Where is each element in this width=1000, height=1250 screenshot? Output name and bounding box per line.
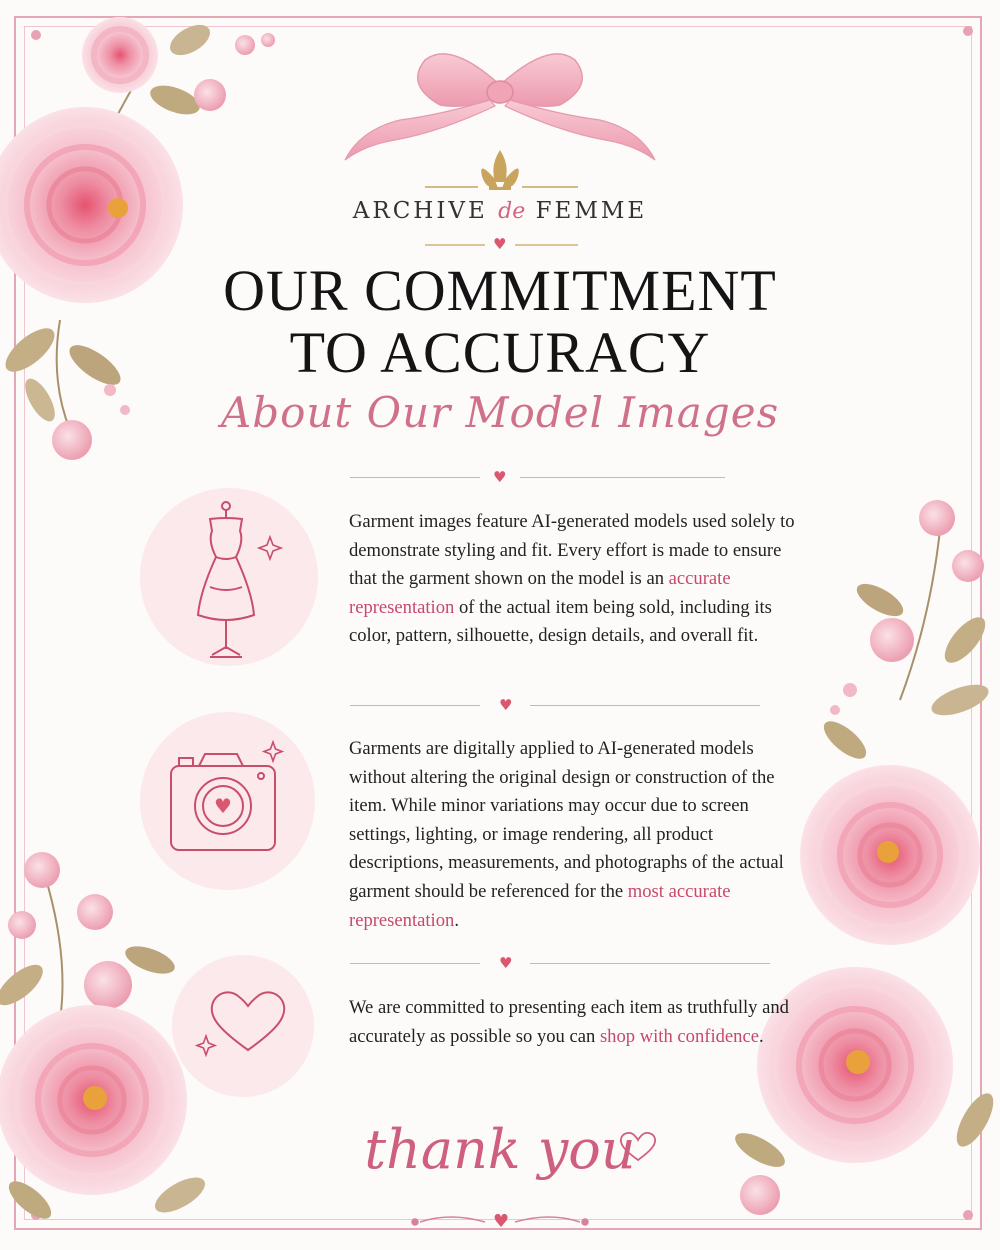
section-2-text-end: . bbox=[454, 909, 459, 931]
sparkle-icon bbox=[197, 1036, 215, 1055]
section-3-text: We are committed to presenting each item as truthfully and accurately as possible so you can bbox=[349, 997, 789, 1047]
heart-icon: ♥ bbox=[499, 696, 513, 714]
svg-text:♥: ♥ bbox=[214, 794, 232, 818]
heart-icon: ♥ bbox=[493, 235, 507, 253]
page-subtitle: About Our Model Images bbox=[220, 388, 780, 437]
divider bbox=[350, 477, 480, 478]
brand-name bbox=[0, 198, 1000, 224]
heart-icon: ♥ bbox=[499, 954, 513, 972]
closing-text: thank you bbox=[364, 1118, 636, 1181]
divider bbox=[530, 705, 760, 706]
divider bbox=[520, 477, 725, 478]
heart-icon: ♥ bbox=[493, 1211, 510, 1232]
section-1-text-end: of the actual item being sold, including its color, pattern, silhouette, design details, and overall fit. bbox=[349, 596, 772, 647]
heart-outline-icon bbox=[610, 1130, 670, 1170]
section-1-highlight: accurate representation bbox=[349, 568, 731, 618]
brand-part-femme: FEMME bbox=[535, 198, 648, 224]
fleur-de-lis-icon bbox=[481, 150, 519, 190]
section-3-text-end: . bbox=[758, 1025, 764, 1047]
section-2-highlight: most accurate representation bbox=[349, 880, 731, 931]
heart-icon: ♥ bbox=[493, 468, 507, 486]
divider bbox=[350, 705, 480, 706]
camera-heart-icon bbox=[165, 740, 295, 860]
section-3-highlight: shop with confidence bbox=[599, 1025, 759, 1047]
sparkle-icon bbox=[259, 537, 281, 559]
dress-form-icon bbox=[170, 497, 290, 667]
divider bbox=[530, 963, 770, 964]
section-2-text: Garments are digitally applied to AI-generated models without altering the original design or construction of the item. While minor variations may occur due to screen settings, lighting, or image rendering, all product descriptions, measurements, and photographs of the actual garment should be referenced for the bbox=[349, 738, 784, 902]
page-title-line1: OUR COMMITMENT bbox=[223, 258, 777, 323]
page-title-line2: TO ACCURACY bbox=[289, 320, 711, 385]
section-3-paragraph bbox=[349, 994, 799, 1051]
section-1-paragraph bbox=[349, 508, 799, 651]
ribbon-bow-icon bbox=[345, 54, 655, 160]
section-2-paragraph bbox=[349, 735, 799, 935]
brand-part-archive: ARCHIVE bbox=[352, 198, 488, 224]
brand-part-de: de bbox=[498, 199, 526, 224]
sparkle-icon bbox=[264, 742, 282, 761]
section-1-text: Garment images feature AI-generated models used solely to demonstrate styling and fit. Every effort is made to ensure that the garment shown on the model is an bbox=[349, 511, 795, 590]
heart-outline-icon bbox=[190, 980, 310, 1080]
divider bbox=[350, 963, 480, 964]
